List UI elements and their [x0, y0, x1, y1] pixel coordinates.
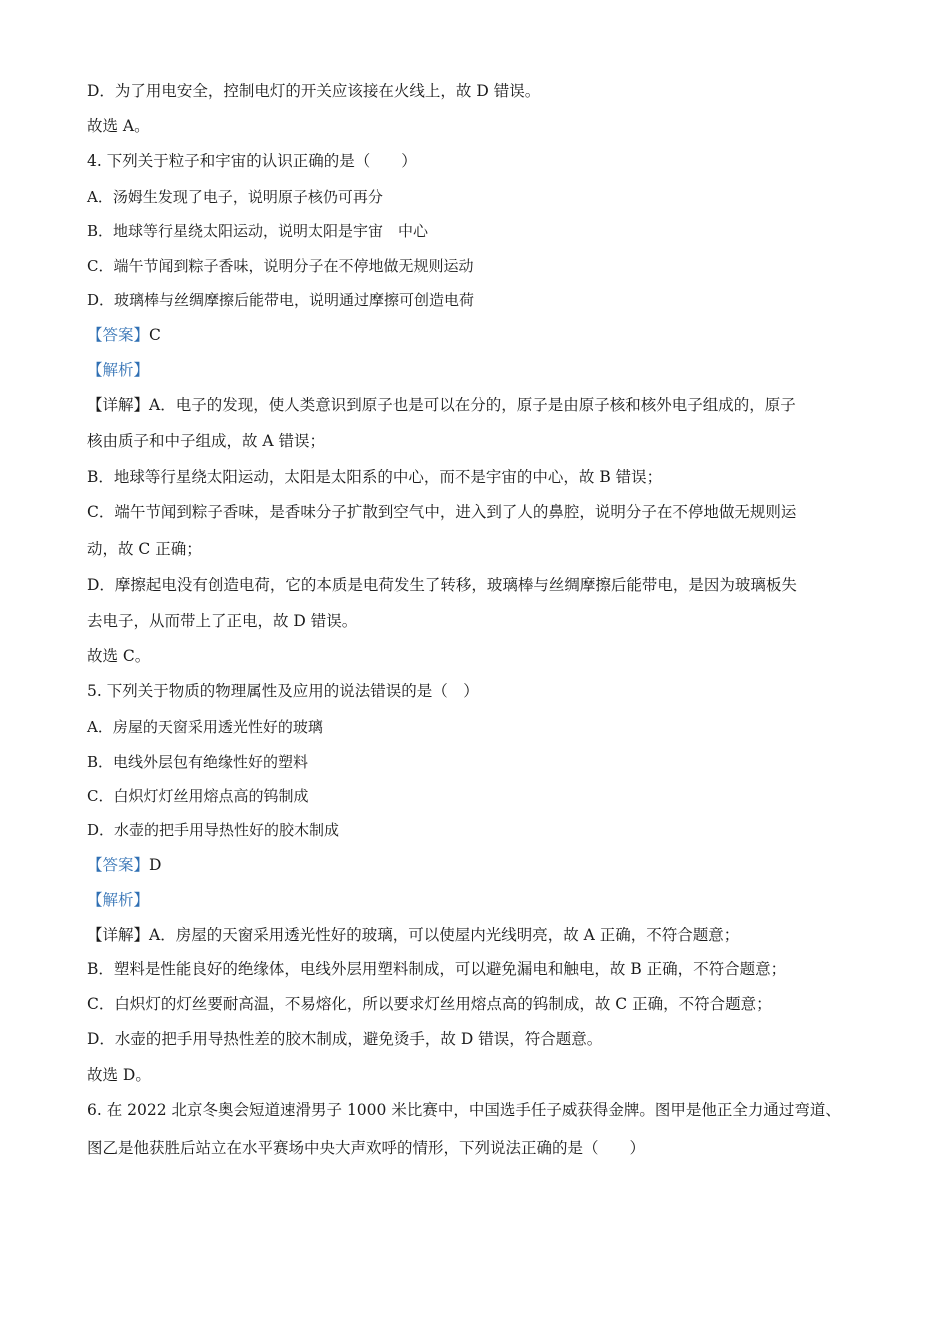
- q5-detail-line-3: C．白炽灯的灯丝要耐高温，不易熔化，所以要求灯丝用熔点高的钨制成，故 C 正确，不符合题意；: [87, 995, 772, 1013]
- q5-option-a: A．房屋的天窗采用透光性好的玻璃: [87, 718, 323, 736]
- q5-stem: 5. 下列关于物质的物理属性及应用的说法错误的是（ ）: [87, 682, 479, 700]
- q4-detail-label: 【详解】: [87, 396, 150, 414]
- q5-answer-label: 【答案】: [87, 856, 150, 874]
- q4-detail-text: A．电子的发现，使人类意识到原子也是可以在分的，原子是由原子核和核外电子组成的，原子: [149, 396, 796, 414]
- q5-detail-line-2: B．塑料是性能良好的绝缘体，电线外层用塑料制成，可以避免漏电和触电，故 B 正确，不符合题意；: [87, 960, 787, 978]
- q4-answer-label: 【答案】: [87, 326, 150, 344]
- q4-option-d: D．玻璃棒与丝绸摩擦后能带电，说明通过摩擦可创造电荷: [87, 291, 475, 309]
- q5-analysis-label: 【解析】: [87, 891, 150, 909]
- q4-detail-line-5: 动，故 C 正确；: [87, 540, 202, 558]
- q5-detail-line-1: [87, 924, 877, 946]
- q3-option-d-explanation: D．为了用电安全，控制电灯的开关应该接在火线上，故 D 错误。: [87, 82, 541, 100]
- q4-detail-line-1: [87, 394, 877, 416]
- q4-analysis-label: 【解析】: [87, 361, 150, 379]
- q4-detail-line-3: B．地球等行星绕太阳运动，太阳是太阳系的中心，而不是宇宙的中心，故 B 错误；: [87, 468, 663, 486]
- q4-answer-value: C: [149, 326, 161, 344]
- q5-final-choice: 故选 D。: [87, 1066, 151, 1084]
- q4-option-b: B．地球等行星绕太阳运动，说明太阳是宇宙 中心: [87, 222, 429, 240]
- q5-detail-line-4: D．水壶的把手用导热性差的胶木制成，避免烫手，故 D 错误，符合题意。: [87, 1030, 603, 1048]
- q6-stem-line-2: 图乙是他获胜后站立在水平赛场中央大声欢呼的情形，下列说法正确的是（ ）: [87, 1139, 646, 1157]
- q5-option-c: C．白炽灯灯丝用熔点高的钨制成: [87, 787, 309, 805]
- q5-detail-text: A．房屋的天窗采用透光性好的玻璃，可以使屋内光线明亮，故 A 正确，不符合题意；: [149, 926, 740, 944]
- q5-option-b: B．电线外层包有绝缘性好的塑料: [87, 753, 309, 771]
- q4-detail-line-6: D．摩擦起电没有创造电荷，它的本质是电荷发生了转移，玻璃棒与丝绸摩擦后能带电，是因为玻璃板失: [87, 576, 797, 594]
- q4-stem: 4. 下列关于粒子和宇宙的认识正确的是（ ）: [87, 152, 417, 170]
- q6-stem-line-1: 6. 在 2022 北京冬奥会短道速滑男子 1000 米比赛中，中国选手任子威获得金牌。图甲是他正全力通过弯道、: [87, 1101, 841, 1119]
- q4-detail-line-4: C．端午节闻到粽子香味，是香味分子扩散到空气中，进入到了人的鼻腔，说明分子在不停地做无规则运: [87, 503, 797, 521]
- q5-answer: [87, 854, 877, 876]
- q4-detail-line-2: 核由质子和中子组成，故 A 错误；: [87, 432, 326, 450]
- q5-detail-label: 【详解】: [87, 926, 150, 944]
- q5-option-d: D．水壶的把手用导热性好的胶木制成: [87, 821, 340, 839]
- q4-detail-line-7: 去电子，从而带上了正电，故 D 错误。: [87, 612, 358, 630]
- q4-option-c: C．端午节闻到粽子香味，说明分子在不停地做无规则运动: [87, 257, 474, 275]
- q4-option-a: A．汤姆生发现了电子，说明原子核仍可再分: [87, 188, 383, 206]
- q5-answer-value: D: [149, 856, 162, 874]
- q4-final-choice: 故选 C。: [87, 647, 151, 665]
- q3-final-choice: 故选 A。: [87, 117, 150, 135]
- q4-answer: [87, 324, 877, 346]
